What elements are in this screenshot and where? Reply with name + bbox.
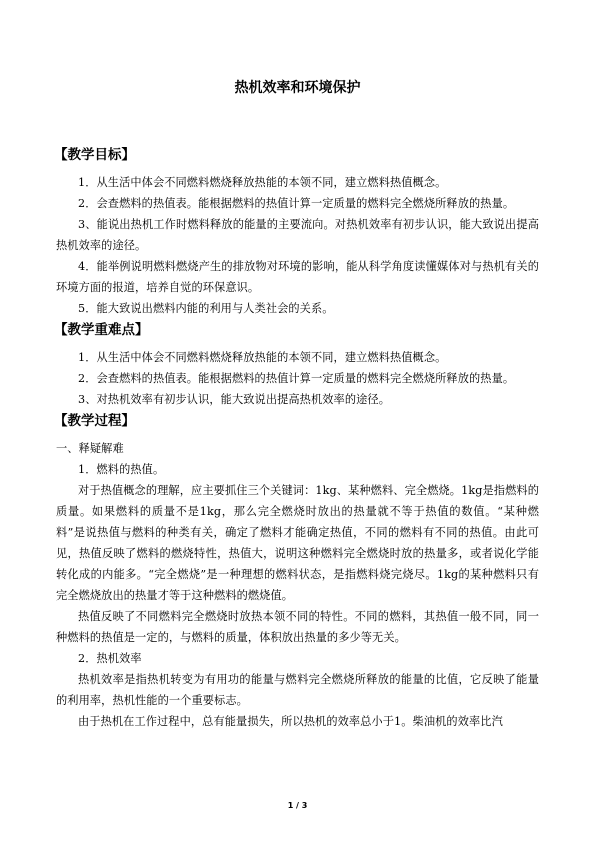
key-point-item: 3、对热机效率有初步认识，能大致说出提高热机效率的途径。	[78, 393, 390, 406]
objective-item: 1．从生活中体会不同燃料燃烧释放热能的本领不同，建立燃料热值概念。	[78, 176, 447, 189]
body-paragraph: 热机效率是指热机转变为有用功的能量与燃料完全燃烧所释放的能量的比值，它反映了能量的利用率，热机性能的一个重要标志。	[56, 673, 539, 707]
key-point-item: 1．从生活中体会不同燃料燃烧释放热能的本领不同，建立燃料热值概念。	[78, 351, 447, 364]
objective-item: 4．能举例说明燃料燃烧产生的排放物对环境的影响，能从科学角度读懂媒体对与热机有关的环境方面的报道，培养自觉的环保意识。	[56, 260, 539, 294]
subheading: 1．燃料的热值。	[78, 463, 165, 476]
page-title: 热机效率和环境保护	[234, 80, 361, 96]
page-number: 1 / 3	[287, 801, 308, 810]
section-heading-objectives: 【教学目标】	[54, 147, 135, 163]
body-paragraph: 由于热机在工作过程中，总有能量损失，所以热机的效率总小于1。柴油机的效率比汽	[78, 715, 503, 728]
part-heading: 一、释疑解难	[56, 442, 124, 455]
body-paragraph: 对于热值概念的理解，应主要抓住三个关键词：1kg、某种燃料、完全燃烧。1kg是指燃料的质量。如果燃料的质量不是1kg，那么完全燃烧时放出的热量就不等于热值的数值。“某种燃料”是说热值与燃料的种类有关，确定了燃料才能确定热值，不同的燃料有不同的热值。由此可见，热值反映了燃料的燃烧特性，热值大，说明这种燃料完全燃烧时放的热量多，或者说化学能转化成的内能多。“完全燃烧”是一种理想的燃料状态，是指燃料烧完烧尽。1kg的某种燃料只有完全燃烧放出的热量才等于这种燃料的燃烧值。	[56, 484, 539, 602]
key-point-item: 2．会查燃料的热值表。能根据燃料的热值计算一定质量的燃料完全燃烧所释放的热量。	[78, 372, 515, 385]
section-heading-process: 【教学过程】	[54, 413, 135, 429]
objective-item: 2．会查燃料的热值表。能根据燃料的热值计算一定质量的燃料完全燃烧所释放的热量。	[78, 197, 515, 210]
subheading: 2．热机效率	[78, 652, 142, 665]
body-paragraph: 热值反映了不同燃料完全燃烧时放热本领不同的特性。不同的燃料，其热值一般不同，同一种燃料的热值是一定的，与燃料的质量，体积放出热量的多少等无关。	[56, 610, 539, 644]
objective-item: 3、能说出热机工作时燃料释放的能量的主要流向。对热机效率有初步认识，能大致说出提高热机效率的途径。	[56, 218, 539, 252]
objective-item: 5．能大致说出燃料内能的利用与人类社会的关系。	[78, 302, 334, 315]
section-heading-key-points: 【教学重难点】	[54, 322, 149, 338]
page-content	[56, 144, 539, 732]
